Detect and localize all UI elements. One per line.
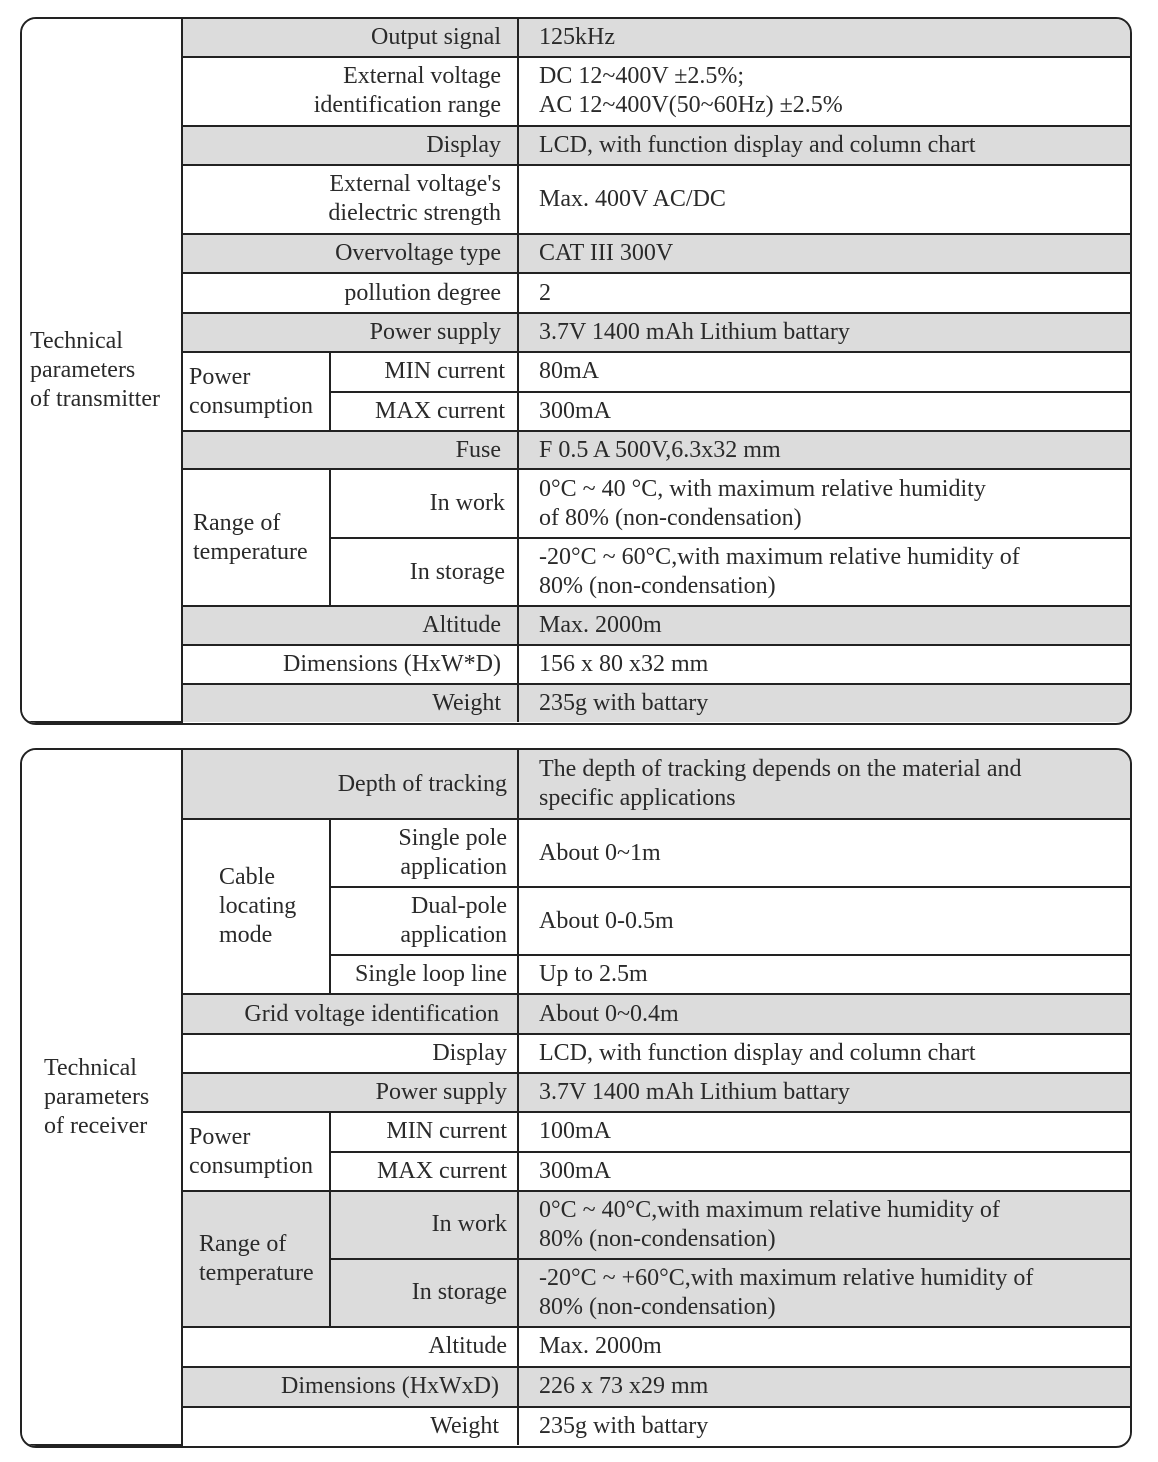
row-value-altitude: Max. 2000m [518, 1327, 1130, 1367]
row-label-weight: Weight [182, 1407, 518, 1445]
row-label-in-storage: In storage [330, 538, 518, 606]
row-label-min-current: MIN current [330, 352, 518, 392]
row-label-single-loop-line: Single loop line [330, 955, 518, 994]
row-value-dielectric-strength: Max. 400V AC/DC [518, 165, 1130, 234]
row-label-in-storage: In storage [330, 1259, 518, 1327]
row-value-single-loop-line: Up to 2.5m [518, 955, 1130, 994]
row-label-fuse: Fuse [182, 431, 518, 469]
row-value-in-work: 0°C ~ 40°C,with maximum relative humidity of 80% (non-condensation) [518, 1191, 1130, 1259]
row-label-altitude: Altitude [182, 1327, 518, 1367]
row-label-dielectric-strength: External voltage's dielectric strength [182, 165, 518, 234]
row-value-fuse: F 0.5 A 500V,6.3x32 mm [518, 431, 1130, 469]
transmitter-section-label: Technical parameters of transmitter [22, 19, 182, 722]
row-label-overvoltage-type: Overvoltage type [182, 234, 518, 273]
row-value-dimensions: 156 x 80 x32 mm [518, 645, 1130, 683]
row-value-grid-voltage-identification: About 0~0.4m [518, 994, 1130, 1034]
row-label-dimensions: Dimensions (HxWxD) [182, 1367, 518, 1407]
row-label-display: Display [182, 126, 518, 165]
row-label-in-work: In work [330, 469, 518, 537]
row-label-in-work: In work [330, 1191, 518, 1259]
row-value-altitude: Max. 2000m [518, 606, 1130, 645]
row-value-min-current: 80mA [518, 352, 1130, 392]
row-label-power-supply: Power supply [182, 1073, 518, 1112]
row-value-power-supply: 3.7V 1400 mAh Lithium battary [518, 313, 1130, 352]
row-label-display: Display [182, 1034, 518, 1073]
row-label-power-supply: Power supply [182, 313, 518, 352]
row-value-in-storage: -20°C ~ +60°C,with maximum relative humidity of 80% (non-condensation) [518, 1259, 1130, 1327]
receiver-table [22, 750, 1130, 1446]
row-label-single-pole: Single pole application [330, 819, 518, 887]
row-label-dual-pole: Dual-pole application [330, 887, 518, 955]
row-value-output-signal: 125kHz [518, 19, 1130, 57]
row-value-weight: 235g with battary [518, 1407, 1130, 1445]
temperature-group-label: Range of temperature [182, 469, 330, 606]
row-value-weight: 235g with battary [518, 684, 1130, 722]
row-value-display: LCD, with function display and column chart [518, 1034, 1130, 1073]
row-value-dimensions: 226 x 73 x29 mm [518, 1367, 1130, 1407]
row-value-min-current: 100mA [518, 1112, 1130, 1151]
row-value-single-pole: About 0~1m [518, 819, 1130, 887]
row-label-output-signal: Output signal [182, 19, 518, 57]
temperature-group-label: Range of temperature [182, 1191, 330, 1327]
power-consumption-group-label: Power consumption [182, 352, 330, 431]
row-label-max-current: MAX current [330, 1152, 518, 1191]
row-value-pollution-degree: 2 [518, 273, 1130, 312]
row-label-pollution-degree: pollution degree [182, 273, 518, 312]
row-value-power-supply: 3.7V 1400 mAh Lithium battary [518, 1073, 1130, 1112]
receiver-section-label: Technical parameters of receiver [22, 750, 182, 1445]
row-label-depth-of-tracking: Depth of tracking [182, 750, 518, 819]
row-value-display: LCD, with function display and column chart [518, 126, 1130, 165]
row-value-max-current: 300mA [518, 1152, 1130, 1191]
row-value-in-storage: -20°C ~ 60°C,with maximum relative humidity of 80% (non-condensation) [518, 538, 1130, 606]
row-value-depth-of-tracking: The depth of tracking depends on the material and specific applications [518, 750, 1130, 819]
row-value-max-current: 300mA [518, 392, 1130, 431]
row-label-altitude: Altitude [182, 606, 518, 645]
row-label-max-current: MAX current [330, 392, 518, 431]
row-value-dual-pole: About 0-0.5m [518, 887, 1130, 955]
row-label-weight: Weight [182, 684, 518, 722]
row-label-min-current: MIN current [330, 1112, 518, 1151]
transmitter-spec-table [20, 17, 1132, 725]
row-value-in-work: 0°C ~ 40 °C, with maximum relative humidity of 80% (non-condensation) [518, 469, 1130, 537]
power-consumption-group-label: Power consumption [182, 1112, 330, 1190]
cable-locating-mode-group-label: Cable locating mode [182, 819, 330, 994]
row-value-voltage-range: DC 12~400V ±2.5%; AC 12~400V(50~60Hz) ±2.5% [518, 57, 1130, 125]
receiver-spec-table [20, 748, 1132, 1448]
row-value-overvoltage-type: CAT III 300V [518, 234, 1130, 273]
row-label-dimensions: Dimensions (HxW*D) [182, 645, 518, 683]
row-label-voltage-range: External voltage identification range [182, 57, 518, 125]
row-label-grid-voltage-identification: Grid voltage identification [182, 994, 518, 1034]
transmitter-table [22, 19, 1130, 723]
